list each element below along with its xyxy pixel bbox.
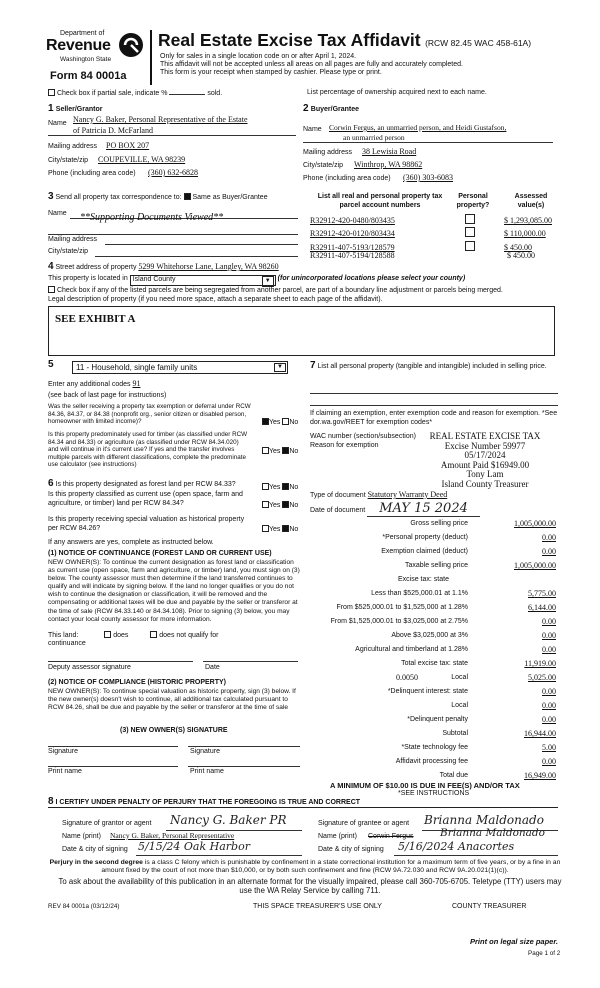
section3-name-label: Name [48,210,67,217]
tax-value: 0.00 [542,701,556,710]
tax-value: 0.00 [542,715,556,724]
seller-phone-label: Phone (including area code) [48,170,136,177]
segregated-label: Check box if any of the listed parcels are being segregated from another parcel, are part of a boundary line adjustment or parcels being merged. [56,287,503,294]
use-code-select[interactable] [72,361,288,374]
section3-heading: 3 Send all property tax correspondence to: Same as Buyer/Grantee [48,191,268,202]
tax-value: 0.00 [542,617,556,626]
buyer-mailing-label: Mailing address [303,149,353,156]
legal-description: SEE EXHIBIT A [55,313,136,325]
tax-value: 0.00 [542,757,556,766]
legal-paper-note: Print on legal size paper. [470,937,558,946]
tax-value: 16,944.00 [524,729,556,738]
county-row: This property is located in Island County ▼ (for unincorporated locations please select your county) [48,275,465,286]
section8-heading: 8 I CERTIFY UNDER PENALTY OF PERJURY THAT THE FOREGOING IS TRUE AND CORRECT [48,796,361,807]
parcel-personal-checkbox[interactable] [465,227,475,237]
tax-value: 1,005,000.00 [514,519,556,528]
grantee-date-label: Date & city of signing [318,846,384,853]
grantor-date: 5/15/24 Oak Harbor [138,840,250,853]
segregated-row [48,286,503,296]
property-street: 5299 Whitehorse Lane, Langley, WA 98260 [138,262,279,271]
buyer-mailing: 38 Lewisia Road [362,147,417,156]
notice3-title: (3) NEW OWNER(S) SIGNATURE [120,727,228,734]
parcel-number: R32912-420-0120/803434 [310,229,395,238]
buyer-name-line1: Corwin Fergus, an unmarried person, and Heidi Gustafson, [329,123,507,132]
doc-date-row: Date of document MAY 15 2024 [310,505,480,516]
buyer-name-underline [303,142,553,143]
exemption-question: Was the seller receiving a property tax exemption or deferral under RCW 84.36, 84.37, or 84.38 (nonprofit org., senior citizen or disabled person, homeowner with limited income)? [48,403,251,425]
section3-city-line [95,256,298,257]
parcel-personal-checkbox[interactable] [465,214,475,224]
stamp-line: Tony Lam [466,469,504,479]
add-codes: 91 [132,379,141,388]
timber-question: Is this property predominately used for timber (as classified under RCW 84.34 and 84.33) or agriculture (as classified under RCW 84.34.020) and will continue in it's current use? If yes and the transfer involves multiple parcels with different classifications, complete the predominate use calculator (see instructions) [48,431,248,468]
header-note-3: This form is your receipt when stamped by cashier. Please type or print. [160,69,382,76]
current-use-answer: Yes No [262,501,298,511]
street-row: 4 Street address of property 5299 Whitehorse Lane, Langley, WA 98260 [48,261,279,272]
assessed-header: Assessed value(s) [514,193,548,209]
parcel-number: R32912-420-0480/803435 [310,216,395,225]
grantee-name-printed: Corwin Fergus [368,833,414,840]
tax-value: 0.00 [542,645,556,654]
partial-sale-sold: sold. [207,90,223,97]
wac-label: WAC number (section/subsection) [310,433,416,440]
grantor-date-label: Date & city of signing [62,846,128,853]
exemption-answer: Yes No [262,418,298,428]
logo-dept: Department of [60,30,105,37]
parcel-extra-value: $ 450.00 [507,251,535,260]
new-owner-print-label-1: Print name [48,768,82,775]
forest-question: 6 Is this property designated as forest land per RCW 84.33? [48,478,236,489]
form-title: Real Estate Excise Tax Affidavit [158,30,421,50]
personal-header: Personal property? [456,193,490,209]
grantor-date-line [136,855,302,856]
add-codes-note: (see back of last page for instructions) [48,392,167,399]
section5-num: 5 [48,359,54,370]
historic-answer: Yes No [262,525,298,535]
parcel-number: R32911-407-5193/128579 [310,243,395,252]
ownership-note: List percentage of ownership acquired next to each name. [307,89,487,96]
buyer-city: Winthrop, WA 98862 [354,160,423,169]
personal-property-line-2 [310,405,558,406]
partial-sale-label: Check box if partial sale, indicate % [56,90,168,97]
parcel-value: $ 1,293,085.00 [504,216,552,225]
exemption-yes-checkbox[interactable] [262,418,269,425]
historic-question: Is this property receiving special valuation as historical property per RCW 84.26? [48,516,245,532]
tax-value: 6,144.00 [528,603,556,612]
buyer-name-line2: an unmarried person [343,133,405,142]
segregated-checkbox[interactable] [48,286,55,293]
same-as-buyer-label: Same as Buyer/Grantee [192,194,268,201]
section7-heading: 7 List all personal property (tangible and intangible) included in selling price. [310,360,547,371]
stamp-line: Excise Number 59977 [444,440,526,451]
timber-answer: Yes No [262,447,298,457]
seller-heading: 1 Seller/Grantor [48,103,103,114]
stamp-line: 05/17/2024 [464,450,506,460]
see-instructions: *SEE INSTRUCTIONS [398,790,470,797]
timber-yes-checkbox[interactable] [262,447,269,454]
header-divider [150,30,152,85]
buyer-heading: 2 Buyer/Grantee [303,103,360,114]
parcel-extra-number: R32911-407-5194/128588 [310,251,395,260]
county-select[interactable] [130,275,276,286]
parcel-personal-checkbox[interactable] [465,241,475,251]
historic-yes-checkbox[interactable] [262,525,269,532]
personal-property-line-1 [310,393,558,394]
logo-revenue: Revenue [46,37,111,54]
seller-name-underline [48,135,296,136]
grantee-signature: Brianna Maldonado [424,813,544,827]
form-number: Form 84 0001a [50,70,127,82]
add-codes-row: Enter any additional codes 91 [48,379,141,388]
seller-name-label: Name [48,120,67,127]
parcels-header: List all real and personal property tax parcel account numbers [317,193,443,209]
deputy-line [48,661,193,662]
notice1-body: NEW OWNER(S): To continue the current designation as forest land or classification as current use (open space, farm and agriculture, or timber) land, you must sign on (3) below. The county assessor must then determine if the land transferred continues to qualify and will indicate by signing below. If the land no longer qualifies or you do not wish to continue the designation or classification, it will be removed and the compensating or additional taxes will be due and payable by the seller or transferor at the time of sale (RCW 84.33.140 or 84.34.108). Prior to signing (3) below, you may contact your local county assessor for more information. [48,559,300,623]
forest-yes-checkbox[interactable] [262,483,269,490]
grantee-name-label: Name (print) [318,833,357,840]
new-owner-print-label-2: Print name [190,768,224,775]
date-line [203,661,298,662]
buyer-phone-label: Phone (including area code) [303,175,391,182]
section3-mailing-line [105,244,298,245]
partial-sale-row [48,89,222,99]
grantor-name: Nancy G. Baker, Personal Representative [110,831,235,840]
seller-name-line2: of Patricia D. McFarland [73,126,153,135]
notice2-body: NEW OWNER(S): To continue special valuation as historic property, sign (3) below. If the new owner(s) doesn't wish to continue, all additional tax calculated pursuant to RCW 84.26, shall be due and payable by the seller or transferor at the time of sale [48,688,296,712]
does-not-qualify-checkbox[interactable] [150,631,157,638]
logo-state: Washington State [60,56,112,63]
stamp-line: REAL ESTATE EXCISE TAX [429,431,541,441]
tax-value: 0.00 [542,547,556,556]
seller-city-label: City/state/zip [48,157,89,164]
tax-value: 16,949.00 [524,771,556,780]
buyer-city-label: City/state/zip [303,162,344,169]
doc-type-row: Type of document Statutory Warranty Deed [310,490,448,499]
answer-note: If any answers are yes, complete as instructed below. [48,539,214,546]
grantee-sig-label: Signature of grantee or agent [318,820,410,827]
buyer-phone: (360) 303-6083 [403,173,453,182]
perjury-notice: Perjury in the second degree is a class C felony which is punishable by confinement in a state correctional institution for a maximum term of five years, or by a fine in an amount fixed by the court of not more than $10,000, or by both such confinement and fine (RCW 9A.72.030 and RCW 9A.20.021(1)(c)). [49,859,561,874]
dor-logo [46,30,144,74]
tax-value: 11,919.00 [524,659,556,668]
doc-date: MAY 15 2024 [367,501,480,517]
seller-name-line1: Nancy G. Baker, Personal Representative of the Estate [73,115,248,124]
alt-format-notice: To ask about the availability of this publication in an alternate format for the visually impaired, please call 360-705-6705. Teletype (TTY) users may use the WA Relay Service by calling 711. [58,877,562,895]
deputy-date-label: Date [205,664,220,671]
page-number: Page 1 of 2 [528,950,561,957]
partial-sale-checkbox[interactable] [48,89,55,96]
seller-mailing: PO BOX 207 [106,141,150,150]
use-code-value: 11 - Household, single family units [76,363,198,372]
rev-number: REV 84 0001a (03/12/24) [48,903,120,910]
seller-city: COUPEVILLE, WA 98239 [98,155,186,164]
continuance-label: continuance [48,640,86,647]
tax-value: 5.00 [542,743,556,752]
tax-value: 0.00 [542,533,556,542]
tax-value: 5,775.00 [528,589,556,598]
treasurer-use: THIS SPACE TREASURER'S USE ONLY [253,903,382,910]
buyer-name-label: Name [303,126,322,133]
current-use-yes-checkbox[interactable] [262,501,269,508]
seller-phone: (360) 632-6828 [148,168,198,177]
grantee-date-line [394,855,558,856]
stamp-line: Amount Paid $16949.00 [440,459,530,470]
grantor-sig-label: Signature of grantor or agent [62,820,152,827]
seller-mailing-label: Mailing address [48,143,98,150]
chevron-down-icon: ▼ [262,276,274,287]
deputy-label: Deputy assessor signature [48,664,131,671]
revenue-emblem-icon [118,32,144,58]
grantor-signature: Nancy G. Baker PR [170,813,287,827]
excise-stamp [410,432,560,489]
county-note: (for unincorporated locations please select your county) [277,275,466,282]
grantee-name-handwritten: Brianna Maldonado [440,827,545,839]
supporting-docs-stamp: **Supporting Documents Viewed** [80,212,224,223]
notice2-title: (2) NOTICE OF COMPLIANCE (HISTORIC PROPERTY) [48,679,226,686]
local-rate: 0.0050 [396,673,418,682]
legal-description-box[interactable] [48,306,555,356]
exempt-label: If claiming an exemption, enter exemption code and reason for exemption. *See dor.wa.gov/REET for exemption codes* [310,410,558,426]
county-treasurer: COUNTY TREASURER [452,903,527,910]
new-owner-sig-line-1 [48,746,178,747]
stamp-line: Island County Treasurer [441,478,529,489]
form-title-ref: (RCW 82.45 WAC 458-61A) [425,38,532,48]
new-owner-print-line-1 [48,766,178,767]
chevron-down-icon: ▼ [274,363,286,372]
tax-value: 0.00 [542,631,556,640]
tax-value: 0.00 [542,687,556,696]
current-use-question: Is this property classified as current use (open space, farm and agriculture, or timber) land per RCW 84.34? [48,491,243,507]
new-owner-sig-label-2: Signature [190,748,220,755]
does-qualify-checkbox[interactable] [104,631,111,638]
form-title-row [158,30,531,51]
new-owner-sig-line-2 [188,746,300,747]
parcel-value: $ 450.00 [504,243,532,252]
new-owner-sig-label-1: Signature [48,748,78,755]
tax-table: Gross selling price 1,005,000.00 *Personal property (deduct) 0.00 Exemption claimed (deduct) 0.00 Taxable selling price 1,005,000.00 Excise tax: state Less than $525,000.01 at 1.1% 5,775.00 From $525,000.01 to $1,525,000 at 1.28% 6,144.00 From $1,525,000.01 to $3,025,000 at 2.75% 0.00 Above $3,025,000 at 3% 0.00 Agricultural and timberland at 1.28% 0.00 Total excise tax: state 11,919.00 0.0050 Local 5,025.00 *Delinquent interest: state 0.00 Local 0.00 *Delinquent penalty 0.00 Subtotal 16,944.00 *State technology fee 5.00 Affidavit processing fee 0.00 Total due 16,949.00 [330,519,556,780]
forest-answer: Yes No [262,483,298,493]
notice1-title: (1) NOTICE OF CONTINUANCE (FOREST LAND OR CURRENT USE) [48,550,272,557]
this-land-row: This land: does does not qualify for [48,632,219,639]
tax-value: 1,005,000.00 [514,561,556,570]
header-note-1: Only for sales in a single location code on or after April 1, 2024. [160,53,357,60]
reason-label: Reason for exemption [310,442,379,449]
grantee-date: 5/16/2024 Anacortes [398,840,515,853]
minimum-note: A MINIMUM OF $10.00 IS DUE IN FEE(S) AND/OR TAX [330,781,520,790]
new-owner-print-line-2 [188,766,300,767]
header-note-2: This affidavit will not be accepted unless all areas on all pages are fully and accurately completed. [160,61,463,68]
tax-value: 5,025.00 [528,673,556,682]
county-value: Island County [132,276,176,283]
parcel-value: $ 110,000.00 [504,229,546,238]
doc-type: Statutory Warranty Deed [367,490,448,499]
same-as-buyer-checkbox[interactable] [184,193,191,200]
grantor-name-label: Name (print) [62,833,101,840]
section3-name-line2 [48,234,298,235]
section3-mailing-label: Mailing address [48,236,98,243]
section8-divider [48,807,558,808]
legal-label: Legal description of property (if you need more space, attach a separate sheet to each page of the affidavit). [48,296,383,303]
section3-city-label: City/state/zip [48,248,89,255]
